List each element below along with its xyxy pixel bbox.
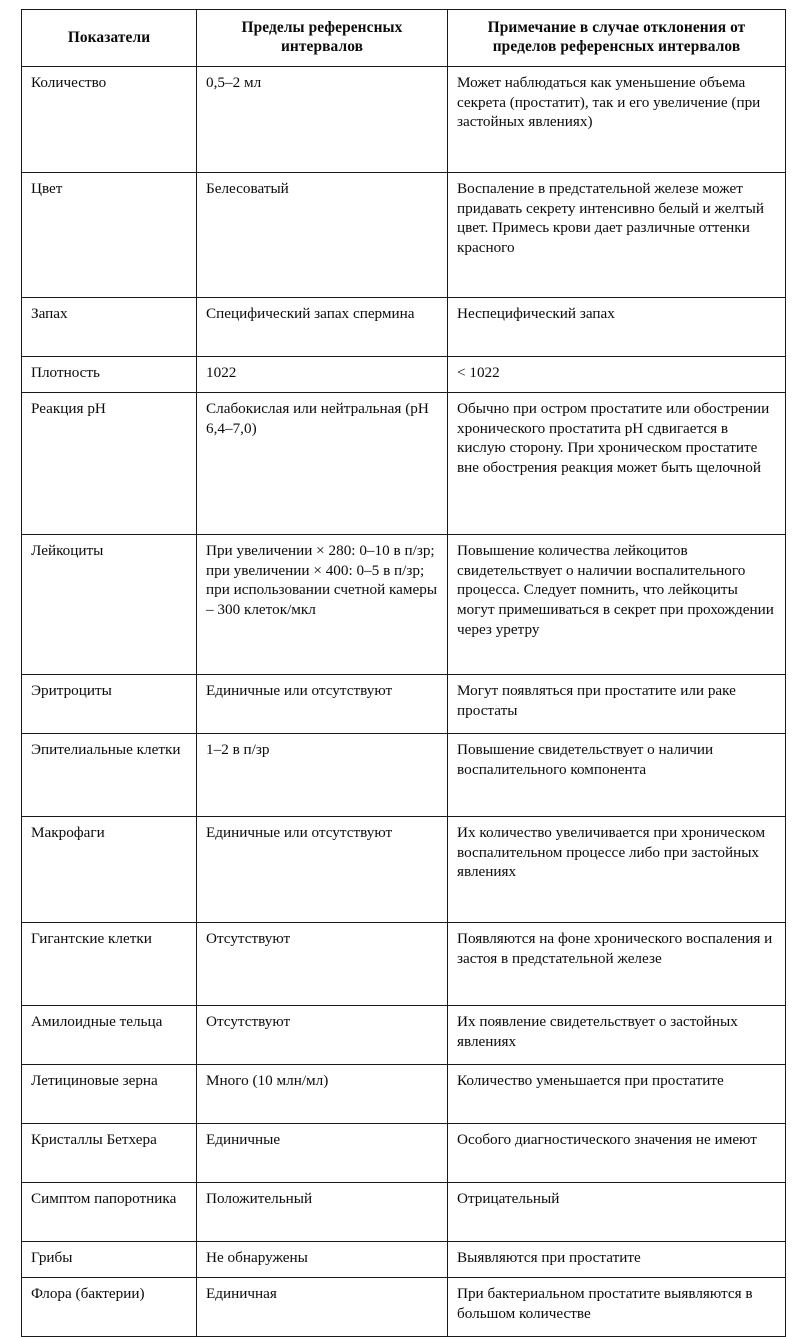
column-header-indicator: Показатели [22, 10, 197, 67]
table-row [22, 674, 786, 733]
cell-reference-range: Белесоватый [197, 172, 448, 297]
cell-reference-range: Единичные или отсутствуют [197, 674, 448, 733]
column-header-deviation-note: Примечание в случае отклонения от пределов референсных интервалов [448, 10, 786, 67]
cell-indicator: Плотность [22, 356, 197, 392]
table-row [22, 733, 786, 816]
table-row [22, 392, 786, 534]
table-row [22, 816, 786, 922]
reference-intervals-table [21, 9, 786, 1337]
cell-indicator: Симптом папоротника [22, 1182, 197, 1241]
cell-deviation-note: Особого диагностического значения не имеют [448, 1123, 786, 1182]
cell-indicator: Цвет [22, 172, 197, 297]
cell-deviation-note: Повышение количества лейкоцитов свидетельствует о наличии воспалительного процесса. Следует помнить, что лейкоциты могут примешиваться в секрет при прохождении через уретру [448, 534, 786, 674]
cell-deviation-note: Может наблюдаться как уменьшение объема секрета (простатит), так и его увеличение (при застойных явлениях) [448, 66, 786, 172]
cell-reference-range: Единичные [197, 1123, 448, 1182]
cell-deviation-note: Выявляются при простатите [448, 1241, 786, 1277]
cell-reference-range: Отсутствуют [197, 922, 448, 1005]
table-row [22, 1064, 786, 1123]
cell-reference-range: Отсутствуют [197, 1005, 448, 1064]
cell-deviation-note: Их количество увеличивается при хроническом воспалительном процессе либо при застойных явлениях [448, 816, 786, 922]
cell-deviation-note: Появляются на фоне хронического воспаления и застоя в предстательной железе [448, 922, 786, 1005]
cell-reference-range: 0,5–2 мл [197, 66, 448, 172]
cell-indicator: Макрофаги [22, 816, 197, 922]
cell-deviation-note: Неспецифический запах [448, 297, 786, 356]
cell-indicator: Флора (бактерии) [22, 1277, 197, 1336]
cell-indicator: Амилоидные тельца [22, 1005, 197, 1064]
cell-deviation-note: Их появление свидетельствует о застойных явлениях [448, 1005, 786, 1064]
cell-indicator: Запах [22, 297, 197, 356]
table-header-row [22, 10, 786, 67]
cell-reference-range: 1022 [197, 356, 448, 392]
table-row [22, 922, 786, 1005]
cell-deviation-note: Воспаление в предстательной железе может придавать секрету интенсивно белый и желтый цвет. Примесь крови дает различные оттенки красного [448, 172, 786, 297]
table-row [22, 1182, 786, 1241]
cell-reference-range: Слабокислая или нейтральная (рН 6,4–7,0) [197, 392, 448, 534]
cell-deviation-note: Отрицательный [448, 1182, 786, 1241]
table-row [22, 297, 786, 356]
cell-deviation-note: Повышение свидетельствует о наличии воспалительного компонента [448, 733, 786, 816]
table-row [22, 66, 786, 172]
cell-deviation-note: При бактериальном простатите выявляются в большом количестве [448, 1277, 786, 1336]
cell-indicator: Гигантские клетки [22, 922, 197, 1005]
cell-indicator: Эритроциты [22, 674, 197, 733]
cell-reference-range: При увеличении × 280: 0–10 в п/зр; при увеличении × 400: 0–5 в п/зр; при использовании счетной камеры – 300 клеток/мкл [197, 534, 448, 674]
table-row [22, 1123, 786, 1182]
cell-deviation-note: < 1022 [448, 356, 786, 392]
cell-deviation-note: Обычно при остром простатите или обострении хронического простатита рН сдвигается в кислую сторону. При хроническом простатите вне обострения реакция может быть щелочной [448, 392, 786, 534]
table-row [22, 172, 786, 297]
cell-reference-range: Специфический запах спермина [197, 297, 448, 356]
table-row [22, 534, 786, 674]
table-body [22, 66, 786, 1336]
table-row [22, 1241, 786, 1277]
cell-indicator: Лейкоциты [22, 534, 197, 674]
cell-reference-range: Единичная [197, 1277, 448, 1336]
cell-reference-range: Много (10 млн/мл) [197, 1064, 448, 1123]
cell-reference-range: Положительный [197, 1182, 448, 1241]
cell-indicator: Реакция рН [22, 392, 197, 534]
cell-indicator: Количество [22, 66, 197, 172]
cell-indicator: Грибы [22, 1241, 197, 1277]
cell-indicator: Кристаллы Бетхера [22, 1123, 197, 1182]
cell-reference-range: 1–2 в п/зр [197, 733, 448, 816]
cell-indicator: Летициновые зерна [22, 1064, 197, 1123]
cell-deviation-note: Количество уменьшается при простатите [448, 1064, 786, 1123]
cell-reference-range: Единичные или отсутствуют [197, 816, 448, 922]
cell-reference-range: Не обнаружены [197, 1241, 448, 1277]
table-row [22, 356, 786, 392]
table-header [22, 10, 786, 67]
cell-deviation-note: Могут появляться при простатите или раке простаты [448, 674, 786, 733]
table-row [22, 1277, 786, 1336]
table-row [22, 1005, 786, 1064]
column-header-reference-range: Пределы референсных интервалов [197, 10, 448, 67]
cell-indicator: Эпителиальные клетки [22, 733, 197, 816]
